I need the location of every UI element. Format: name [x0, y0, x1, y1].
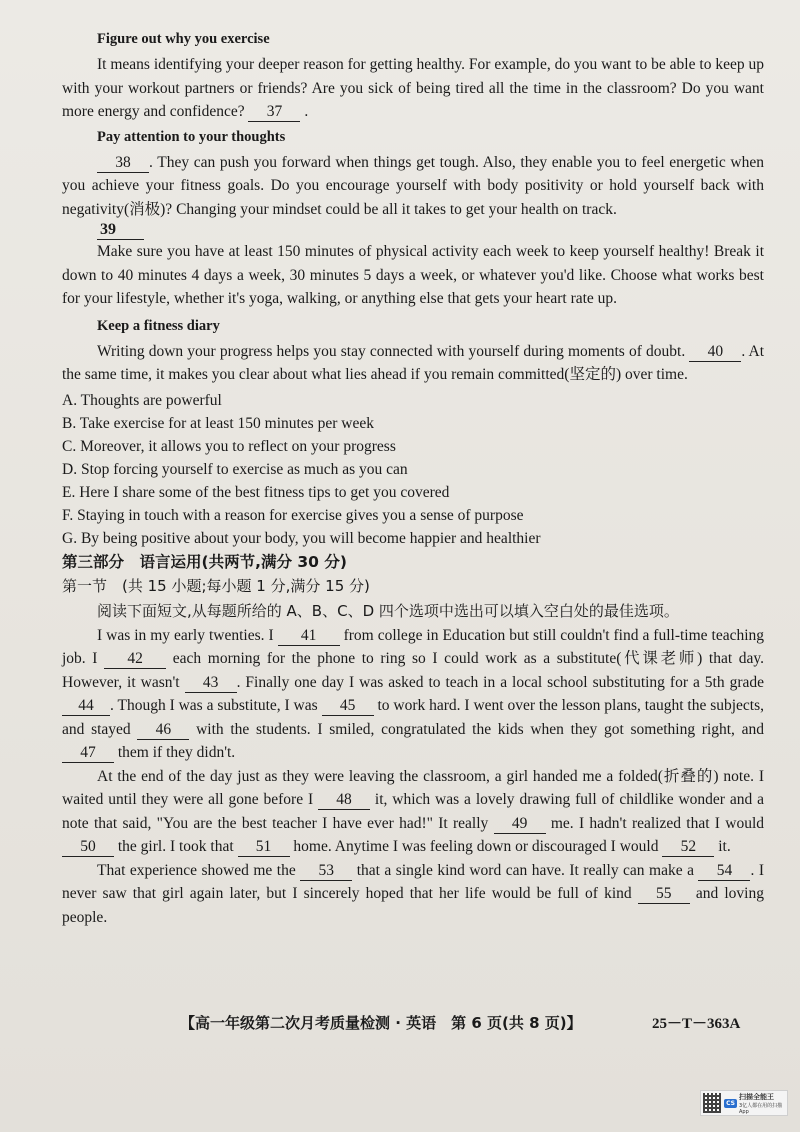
blank-39: 39 [97, 221, 144, 240]
option-d: D. Stop forcing yourself to exercise as much as you can [62, 460, 408, 478]
cloze-text: it. [718, 838, 731, 855]
paragraph-3: Make sure you have at least 150 minutes of physical activity each week to keep yourself healthy! Break it down to 40 minutes 4 days a week, 30 minutes 5 days a week, or whatever you'd like. Choose what works best for your lifestyle, whether it's yoga, walking, or anything else that gets your heart rate up. [62, 243, 764, 307]
watermark-text [739, 1092, 787, 1115]
heading-fitness-diary: Keep a fitness diary [97, 317, 220, 334]
p4a-text: Writing down your progress helps you stay connected with yourself during moments of doubt. [97, 342, 686, 360]
cloze-text: and loving people. [62, 885, 764, 926]
blank-42: 42 [104, 650, 166, 669]
cloze-paragraph-2 [62, 765, 764, 859]
option-c: C. Moreover, it allows you to reflect on your progress [62, 437, 396, 455]
cloze-text: it, which was a lovely drawing full of childlike wonder and a note that said, "You are the best teacher I have ever had!" It really [62, 791, 764, 832]
cloze-text: . Finally one day I was asked to teach in a local school substituting for a 5th grade [236, 673, 764, 691]
cloze-text: home. Anytime I was feeling down or discouraged I would [293, 838, 659, 855]
reading-section [62, 28, 764, 550]
exam-code: 25－T－363A [652, 1016, 741, 1032]
watermark-title: 扫描全能王 [738, 1092, 774, 1101]
blank-49: 49 [494, 815, 546, 834]
options-list [62, 389, 764, 550]
cloze-text: the girl. I took that [117, 838, 234, 855]
cloze-text: them if they didn't. [117, 744, 236, 761]
scanner-watermark [700, 1090, 788, 1116]
cloze-text: to work hard. I went over the lesson plans, taught the subjects, and stayed [62, 697, 765, 738]
blank-38: 38 [97, 154, 149, 173]
cloze-paragraph-3 [62, 859, 764, 930]
blank-55: 55 [638, 885, 690, 904]
option-f: F. Staying in touch with a reason for exercise gives you a sense of purpose [62, 506, 524, 524]
section1-title: 第一节 (共 15 小题;每小题 1 分,满分 15 分) [62, 576, 370, 595]
option-g: G. By being positive about your body, you will become happier and healthier [62, 529, 541, 547]
blank-39-line [97, 221, 764, 240]
blank-53: 53 [300, 862, 352, 881]
cs-logo-icon: CS [726, 1099, 735, 1107]
cloze-text: . I never saw that girl again later, but I sincerely hoped that her life would be full of kind [62, 861, 765, 902]
option-e: E. Here I share some of the best fitness tips to get you covered [62, 483, 450, 501]
option-b: B. Take exercise for at least 150 minutes per week [62, 414, 374, 432]
cloze-text: me. I hadn't realized that I would [550, 814, 765, 832]
cloze-text: that a single kind word can have. It really can make a [356, 861, 694, 879]
blank-52: 52 [662, 838, 714, 857]
page-footer: 【高一年级第二次月考质量检测 · 英语 第 6 页(共 8 页)】 [180, 1014, 582, 1032]
cloze-text: each morning for the phone to ring so I could work as a substitute(代课老师) that day. However, it wasn't [62, 650, 765, 691]
paragraph-1: It means identifying your deeper reason for getting healthy. For example, do you want to be able to keep up with your workout partners or friends? Are you sick of being tired all the time in the classroom? Do you want more energy and confidence? 37 . [62, 56, 764, 120]
part3-title: 第三部分 语言运用(共两节,满分 30 分) [62, 552, 347, 571]
blank-41: 41 [278, 627, 340, 646]
blank-47: 47 [62, 744, 114, 763]
blank-48: 48 [318, 791, 370, 810]
blank-51: 51 [238, 838, 290, 857]
instruction: 阅读下面短文,从每题所给的 A、B、C、D 四个选项中选出可以填入空白处的最佳选项。 [97, 601, 679, 620]
watermark-subtitle: 3亿人都在用的扫描App [738, 1102, 783, 1115]
paragraph-2 [62, 151, 764, 222]
blank-40: 40 [689, 343, 741, 362]
blank-46: 46 [137, 721, 189, 740]
blank-44: 44 [62, 697, 110, 716]
cloze-text: At the end of the day just as they were leaving the classroom, a girl handed me a folded(折叠的) note. I waited until they were all gone before I [62, 767, 764, 808]
p4b-text: . At the same time, it makes you clear about what lies ahead if you remain committed(坚定的) over time. [62, 342, 764, 383]
heading-pay-attention: Pay attention to your thoughts [97, 128, 286, 145]
blank-43: 43 [185, 674, 237, 693]
qr-code-icon [703, 1093, 721, 1113]
blank-37: 37 [248, 103, 300, 122]
cloze-text: . Though I was a substitute, I was [110, 697, 318, 714]
paragraph-4 [62, 340, 764, 387]
cloze-text: with the students. I smiled, congratulated the kids when they got something right, and [196, 720, 765, 738]
part3-section [62, 550, 764, 930]
cloze-text: I was in my early twenties. I [97, 626, 274, 644]
option-a: A. Thoughts are powerful [62, 391, 222, 409]
p2-text: . They can push you forward when things get tough. Also, they enable you to feel energetic when you achieve your fitness goals. Do you encourage yourself with body positivity or hold yourself back with negativity(消极)? Changing your mindset could be all it takes to get your health on track. [62, 153, 764, 218]
cloze-text: That experience showed me the [97, 861, 296, 879]
cloze-paragraph-1 [62, 624, 764, 765]
blank-45: 45 [322, 697, 374, 716]
p1-text: It means identifying your deeper reason for getting healthy. For example, do you want to be able to keep up with your workout partners or friends? Are you sick of being tired all the time in the classroom? Do you want more energy and confidence? [62, 56, 764, 120]
blank-54: 54 [698, 862, 750, 881]
blank-50: 50 [62, 838, 114, 857]
cloze-text: from college in Education but still couldn't find a full-time teaching job. I [62, 626, 765, 667]
heading-figure-out: Figure out why you exercise [97, 31, 270, 47]
